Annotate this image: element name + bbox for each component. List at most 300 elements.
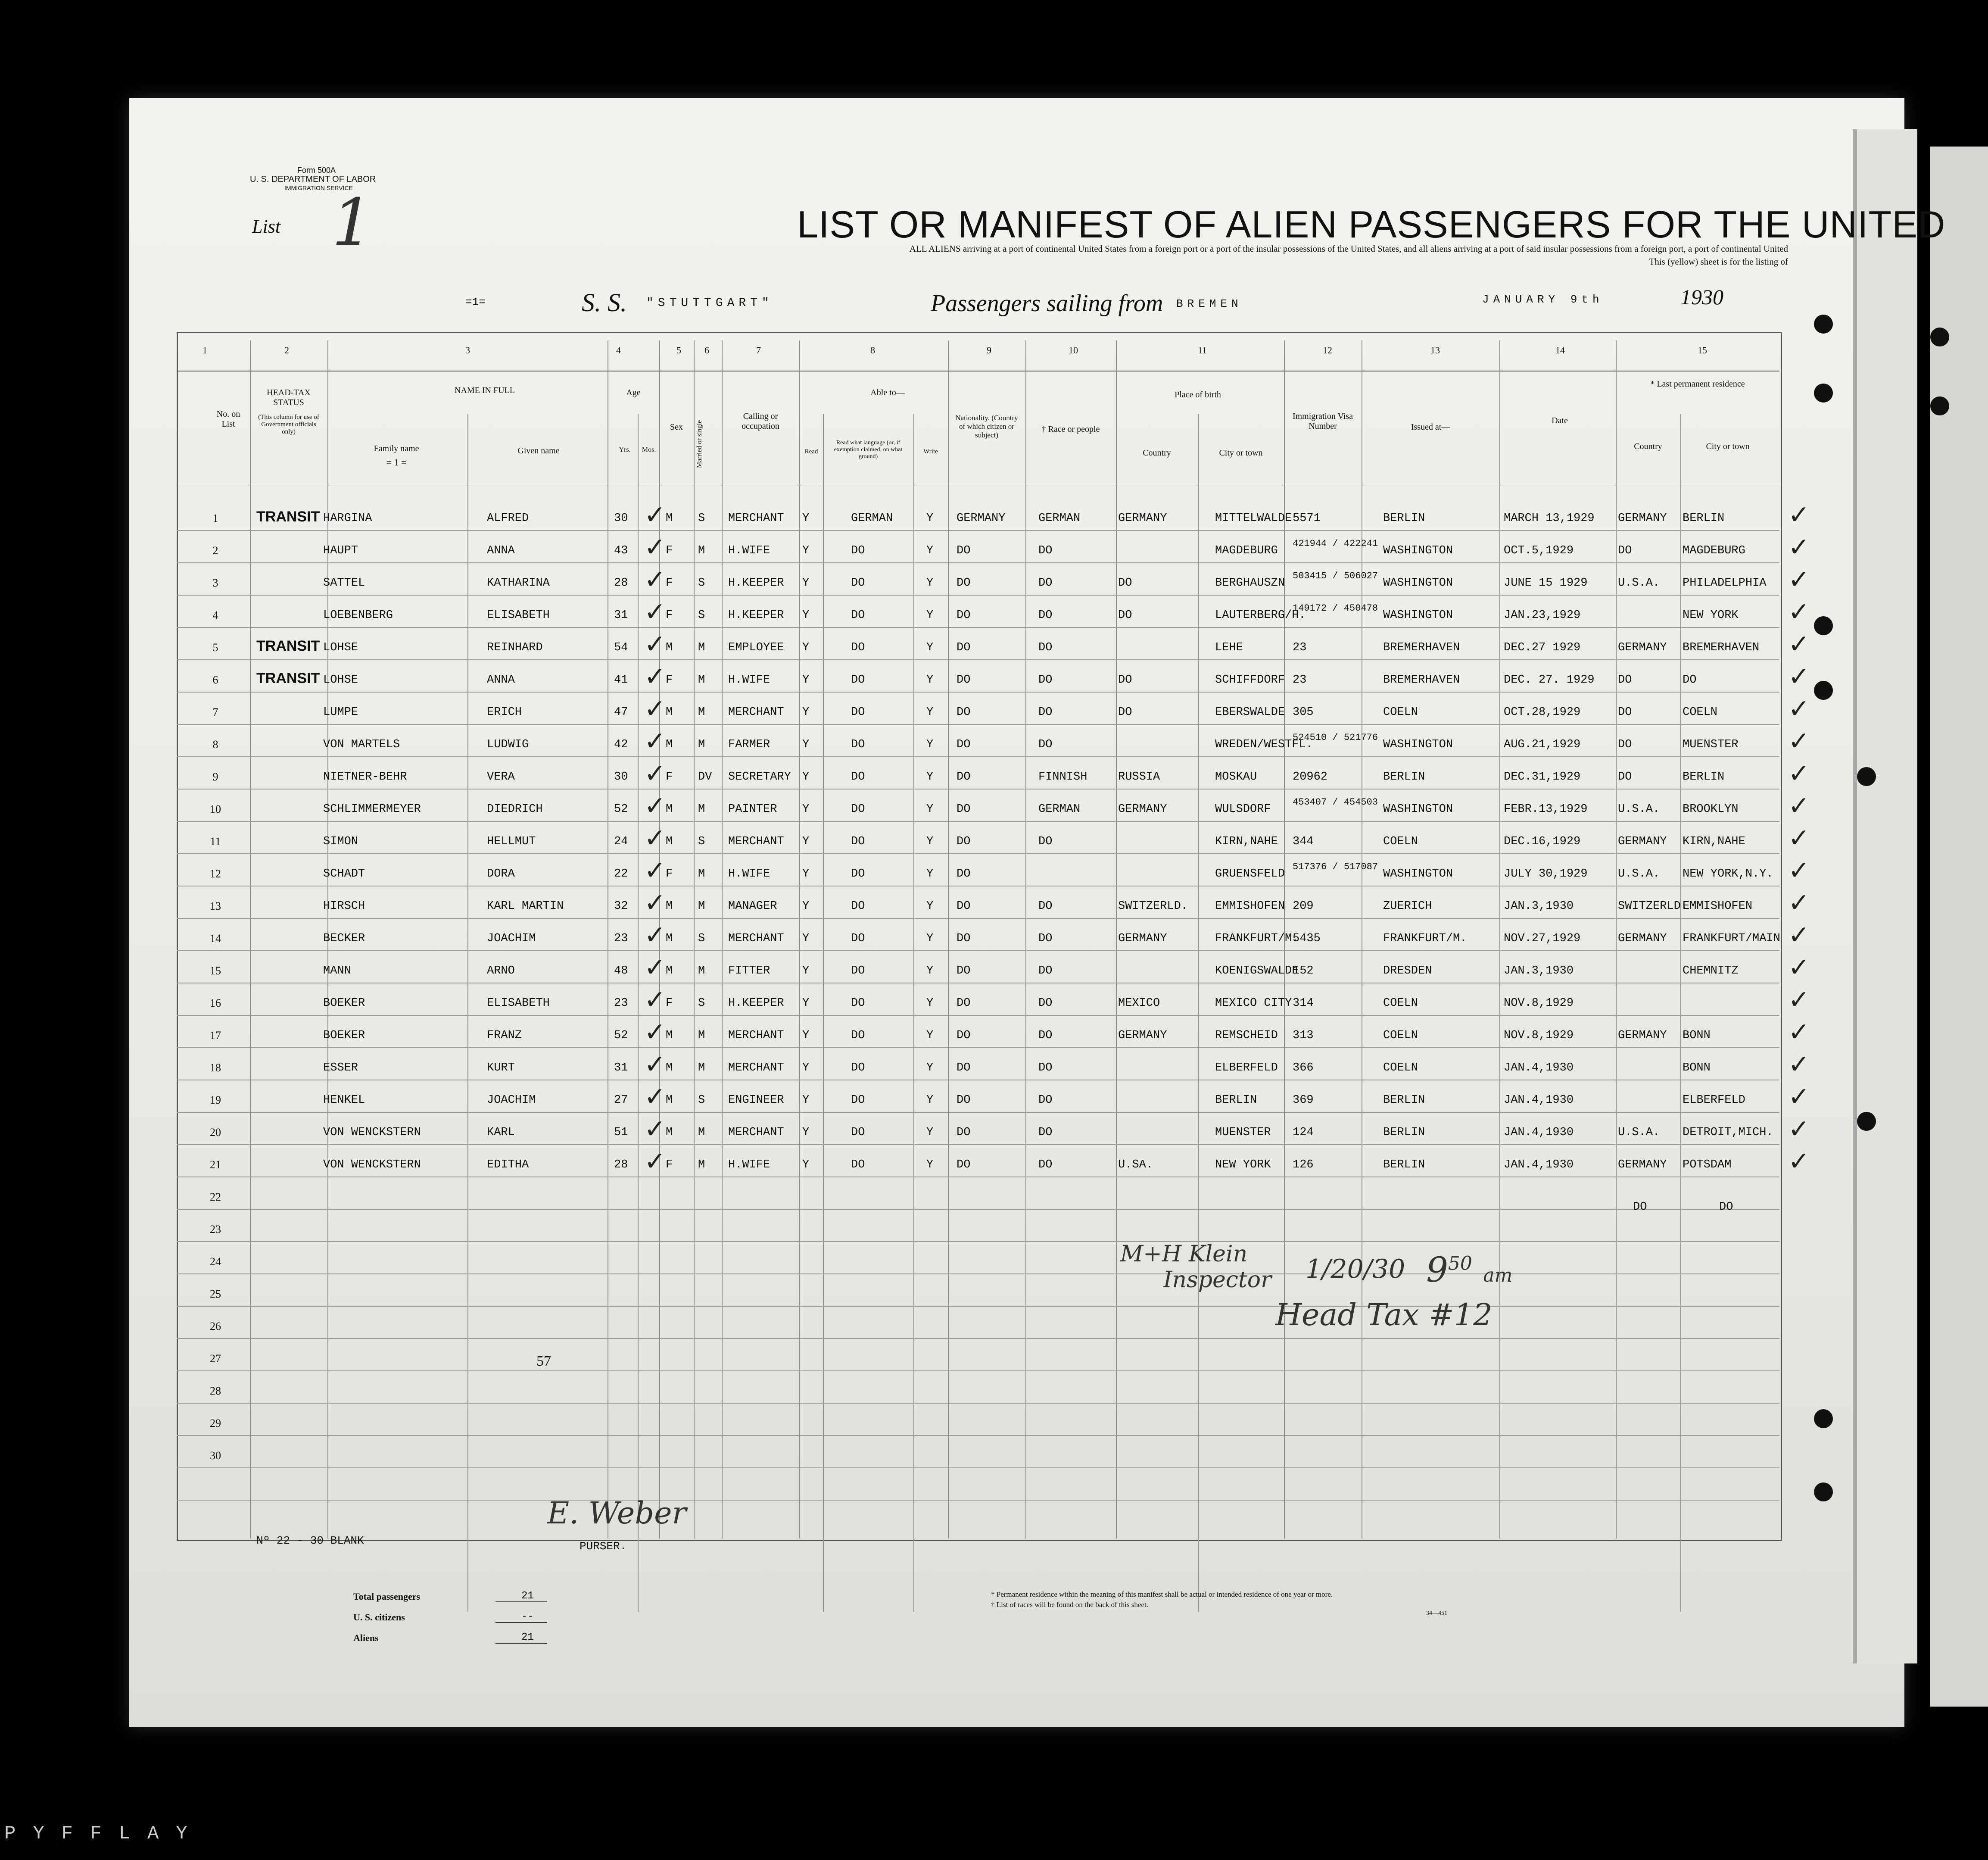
cell-sex: M	[666, 1029, 673, 1042]
cell-birth-city: EBERSWALDE	[1215, 706, 1285, 719]
column-number: 9	[987, 345, 991, 356]
check-mark-icon: ✓	[1788, 1147, 1810, 1176]
row-number: 13	[210, 900, 221, 912]
cell-family-name: BOEKER	[323, 1029, 365, 1042]
cell-write: Y	[926, 771, 934, 783]
subtitle: ALL ALIENS arriving at a port of continental United States from a foreign port or a port of the insular possessions of the United States, and all aliens arriving at a port of said insular possessions from a foreign port, a port of continental United	[909, 243, 1788, 254]
cell-date: JAN.3,1930	[1504, 900, 1574, 913]
blank-rows-note: Nº 22 - 30 BLANK	[256, 1534, 364, 1547]
row-number: 10	[210, 803, 221, 815]
row-rule	[177, 1047, 1779, 1048]
cell-visa-number: 503415 / 506027	[1293, 571, 1378, 581]
cell-marital-status: S	[698, 577, 705, 590]
cell-marital-status: M	[698, 1029, 705, 1042]
cell-family-name: ESSER	[323, 1061, 358, 1074]
check-mark-icon: ✓	[644, 986, 666, 1014]
cell-family-name: SIMON	[323, 835, 358, 848]
cell-issued-at: COELN	[1383, 1061, 1418, 1074]
check-mark-icon: ✓	[1788, 953, 1810, 982]
cell-race: DO	[1038, 997, 1053, 1010]
cell-nationality: DO	[957, 964, 971, 977]
inspector-date: 1/20/30	[1306, 1254, 1405, 1284]
cell-res-city: MUENSTER	[1683, 738, 1739, 751]
cell-head-tax: TRANSIT	[256, 638, 320, 654]
row-number: 6	[212, 674, 218, 686]
check-mark-icon: ✓	[1788, 501, 1810, 529]
header-issued-at: Issued at—	[1411, 422, 1450, 432]
cell-family-name: VON MARTELS	[323, 738, 400, 751]
row-number: 17	[210, 1029, 221, 1042]
cell-read-language: DO	[851, 1158, 865, 1171]
column-divider	[1198, 414, 1199, 1612]
row22-res-city: DO	[1719, 1201, 1733, 1214]
punch-hole	[1857, 767, 1876, 786]
cell-read-language: DO	[851, 771, 865, 783]
check-mark-icon: ✓	[1788, 598, 1810, 626]
cell-family-name: LOHSE	[323, 641, 358, 654]
cell-res-country: GERMANY	[1618, 512, 1667, 525]
header-birth-country: Country	[1143, 448, 1171, 458]
check-mark-icon: ✓	[644, 565, 666, 594]
cell-issued-at: COELN	[1383, 997, 1418, 1010]
cell-nationality: DO	[957, 544, 971, 557]
row-rule	[177, 1306, 1779, 1307]
check-mark-icon: ✓	[1788, 792, 1810, 820]
cell-family-name: VON WENCKSTERN	[323, 1126, 421, 1139]
cell-res-city: DETROIT,MICH.	[1683, 1126, 1773, 1139]
cell-nationality: DO	[957, 868, 971, 880]
cell-given-name: JOACHIM	[487, 932, 536, 945]
header-visa: Immigration Visa Number	[1292, 412, 1353, 431]
cell-visa-number: 305	[1293, 706, 1314, 719]
cell-write: Y	[926, 868, 934, 880]
cell-date: NOV.8,1929	[1504, 997, 1574, 1010]
cell-age: 43	[614, 544, 628, 557]
cell-write: Y	[926, 835, 934, 848]
cell-read: Y	[802, 674, 810, 687]
cell-sex: M	[666, 706, 673, 719]
cell-occupation: H.KEEPER	[728, 609, 784, 622]
cell-birth-country: DO	[1118, 577, 1132, 590]
cell-family-name: NIETNER-BEHR	[323, 771, 407, 783]
cell-res-city: BERLIN	[1683, 771, 1725, 783]
cell-res-city: BROOKLYN	[1683, 803, 1739, 816]
cell-read: Y	[802, 1094, 810, 1107]
column-divider	[1025, 340, 1026, 1539]
cell-birth-city: MUENSTER	[1215, 1126, 1271, 1139]
cell-sex: F	[666, 771, 673, 783]
cell-visa-number: 344	[1293, 835, 1314, 848]
check-mark-icon: ✓	[644, 501, 666, 529]
cell-occupation: SECRETARY	[728, 771, 791, 783]
cell-occupation: MERCHANT	[728, 932, 784, 945]
header-family-marker: = 1 =	[386, 457, 407, 468]
check-mark-icon: ✓	[644, 1018, 666, 1046]
print-code: 34—451	[1426, 1610, 1447, 1617]
cell-race: DO	[1038, 609, 1053, 622]
cell-race: DO	[1038, 641, 1053, 654]
cell-family-name: VON WENCKSTERN	[323, 1158, 421, 1171]
cell-read: Y	[802, 1158, 810, 1171]
cell-birth-city: ELBERFELD	[1215, 1061, 1278, 1074]
cell-issued-at: BERLIN	[1383, 771, 1425, 783]
cell-race: FINNISH	[1038, 771, 1087, 783]
row-number: 2	[212, 544, 218, 557]
header-calling: Calling or occupation	[742, 412, 779, 431]
cell-family-name: SCHADT	[323, 868, 365, 880]
cell-age: 30	[614, 771, 628, 783]
cell-marital-status: M	[698, 868, 705, 880]
cell-given-name: EDITHA	[487, 1158, 529, 1171]
cell-date: MARCH 13,1929	[1504, 512, 1595, 525]
cell-res-country: GERMANY	[1618, 835, 1667, 848]
cell-birth-city: EMMISHOFEN	[1215, 900, 1285, 913]
cell-read-language: DO	[851, 997, 865, 1010]
ship-prefix: S. S.	[582, 288, 627, 317]
row-rule	[177, 724, 1779, 725]
header-res-city: City or town	[1706, 442, 1750, 451]
department: U. S. DEPARTMENT OF LABOR	[250, 175, 376, 184]
adjacent-page-edge-far	[1930, 147, 1988, 1707]
purser-signature: E. Weber	[547, 1495, 686, 1531]
cell-res-city: NEW YORK,N.Y.	[1683, 868, 1773, 880]
row-rule	[177, 1435, 1779, 1436]
total-passengers-label: Total passengers	[353, 1591, 421, 1602]
cell-issued-at: DRESDEN	[1383, 964, 1432, 977]
cell-birth-city: WULSDORF	[1215, 803, 1271, 816]
footnote-races: † List of races will be found on the back of this sheet.	[991, 1601, 1148, 1609]
check-mark-icon: ✓	[1788, 759, 1810, 788]
cell-sex: F	[666, 1158, 673, 1171]
header-rule	[177, 485, 1779, 486]
sailing-date: JANUARY 9th	[1482, 293, 1604, 306]
cell-birth-city: KOENIGSWALDE	[1215, 964, 1299, 977]
cell-date: FEBR.13,1929	[1504, 803, 1588, 816]
column-divider	[1680, 414, 1681, 1612]
row-number: 27	[210, 1352, 221, 1365]
column-number: 6	[704, 345, 709, 356]
cell-visa-number: 149172 / 450478	[1293, 603, 1378, 614]
row-rule	[177, 1209, 1779, 1210]
cell-age: 32	[614, 900, 628, 913]
row-rule	[177, 789, 1779, 790]
cell-read: Y	[802, 1061, 810, 1074]
cell-given-name: ERICH	[487, 706, 522, 719]
column-number: 12	[1323, 345, 1332, 356]
cell-res-country: DO	[1618, 771, 1632, 783]
punch-hole	[1814, 1482, 1833, 1501]
cell-read-language: DO	[851, 609, 865, 622]
cell-family-name: HIRSCH	[323, 900, 365, 913]
header-res-country: Country	[1634, 442, 1662, 451]
page-title: LIST OR MANIFEST OF ALIEN PASSENGERS FOR THE UNITED	[797, 203, 1946, 246]
cell-birth-city: NEW YORK	[1215, 1158, 1271, 1171]
cell-visa-number: 517376 / 517087	[1293, 861, 1378, 872]
cell-read-language: DO	[851, 900, 865, 913]
cell-read: Y	[802, 706, 810, 719]
column-number: 2	[284, 345, 289, 356]
cell-sex: F	[666, 868, 673, 880]
header-head-tax: HEAD-TAX STATUS	[267, 388, 311, 407]
column-divider	[638, 414, 639, 1612]
cell-marital-status: M	[698, 964, 705, 977]
cell-sex: F	[666, 577, 673, 590]
cell-marital-status: DV	[698, 771, 712, 783]
cell-given-name: KARL MARTIN	[487, 900, 564, 913]
cell-age: 41	[614, 674, 628, 687]
cell-res-city: MAGDEBURG	[1683, 544, 1745, 557]
cell-race: GERMAN	[1038, 803, 1081, 816]
cell-birth-city: SCHIFFDORF	[1215, 674, 1285, 687]
cell-res-city: KIRN,NAHE	[1683, 835, 1745, 848]
cell-write: Y	[926, 1126, 934, 1139]
row-rule	[177, 853, 1779, 854]
punch-hole	[1814, 616, 1833, 635]
cell-issued-at: COELN	[1383, 835, 1418, 848]
cell-birth-country: SWITZERLD.	[1118, 900, 1188, 913]
cell-given-name: ELISABETH	[487, 997, 550, 1010]
column-number: 13	[1430, 345, 1440, 356]
cell-date: JAN.4,1930	[1504, 1094, 1574, 1107]
cell-visa-number: 23	[1293, 641, 1307, 654]
row-rule	[177, 659, 1779, 660]
cell-read-language: DO	[851, 1061, 865, 1074]
row-number: 8	[212, 738, 218, 751]
header-read: Read	[804, 448, 818, 455]
cell-date: OCT.28,1929	[1504, 706, 1581, 719]
cell-marital-status: M	[698, 544, 705, 557]
cell-age: 28	[614, 577, 628, 590]
cell-given-name: JOACHIM	[487, 1094, 536, 1107]
us-citizens-label: U. S. citizens	[353, 1612, 405, 1623]
cell-age: 30	[614, 512, 628, 525]
cell-age: 27	[614, 1094, 628, 1107]
cell-birth-city: MAGDEBURG	[1215, 544, 1278, 557]
cell-age: 23	[614, 997, 628, 1010]
punch-hole	[1814, 315, 1833, 334]
cell-birth-city: KIRN,NAHE	[1215, 835, 1278, 848]
cell-age: 47	[614, 706, 628, 719]
cell-family-name: BECKER	[323, 932, 365, 945]
row-rule	[177, 1338, 1779, 1339]
cell-race: GERMAN	[1038, 512, 1081, 525]
check-mark-icon: ✓	[644, 856, 666, 885]
cell-read-language: DO	[851, 577, 865, 590]
check-mark-icon: ✓	[644, 630, 666, 658]
column-divider	[913, 414, 914, 1612]
cell-res-country: SWITZERLD.	[1618, 900, 1688, 913]
row-rule	[177, 1112, 1779, 1113]
check-mark-icon: ✓	[644, 759, 666, 788]
cell-family-name: LUMPE	[323, 706, 358, 719]
cell-read-language: DO	[851, 932, 865, 945]
cell-birth-city: REMSCHEID	[1215, 1029, 1278, 1042]
cell-res-city: EMMISHOFEN	[1683, 900, 1753, 913]
cell-birth-country: MEXICO	[1118, 997, 1160, 1010]
cell-date: OCT.5,1929	[1504, 544, 1574, 557]
cell-head-tax: TRANSIT	[256, 670, 320, 687]
cell-sex: M	[666, 1061, 673, 1074]
cell-nationality: DO	[957, 609, 971, 622]
cell-given-name: ANNA	[487, 674, 515, 687]
cell-given-name: KURT	[487, 1061, 515, 1074]
cell-birth-city: BERGHAUSZN	[1215, 577, 1285, 590]
cell-res-city: DO	[1683, 674, 1697, 687]
cell-race: DO	[1038, 1126, 1053, 1139]
cell-occupation: MERCHANT	[728, 1061, 784, 1074]
cell-visa-number: 5435	[1293, 932, 1321, 945]
cell-read: Y	[802, 544, 810, 557]
cell-race: DO	[1038, 900, 1053, 913]
row-number: 22	[210, 1191, 221, 1203]
row22-res-country: DO	[1633, 1201, 1647, 1214]
column-divider	[799, 340, 800, 1539]
row-rule	[177, 918, 1779, 919]
cell-res-city: BREMERHAVEN	[1683, 641, 1760, 654]
cell-res-country: GERMANY	[1618, 641, 1667, 654]
check-mark-icon: ✓	[1788, 662, 1810, 691]
cell-read-language: DO	[851, 868, 865, 880]
cell-date: JAN.23,1929	[1504, 609, 1581, 622]
header-date: Date	[1552, 416, 1568, 425]
cell-write: Y	[926, 900, 934, 913]
check-mark-icon: ✓	[644, 598, 666, 626]
page-marker: =1=	[465, 296, 486, 309]
column-divider	[1499, 340, 1500, 1539]
cell-occupation: H.WIFE	[728, 1158, 770, 1171]
cell-read-language: DO	[851, 803, 865, 816]
check-mark-icon: ✓	[1788, 921, 1810, 949]
cell-nationality: DO	[957, 1158, 971, 1171]
cell-read-language: DO	[851, 641, 865, 654]
row-number: 23	[210, 1223, 221, 1236]
cell-birth-country: DO	[1118, 674, 1132, 687]
cell-res-country: DO	[1618, 738, 1632, 751]
cell-write: Y	[926, 964, 934, 977]
check-mark-icon: ✓	[644, 1083, 666, 1111]
row-number: 12	[210, 868, 221, 880]
cell-res-country: U.S.A.	[1618, 577, 1660, 590]
cell-visa-number: 421944 / 422241	[1293, 538, 1378, 549]
check-mark-icon: ✓	[1788, 889, 1810, 917]
cell-marital-status: M	[698, 1158, 705, 1171]
check-mark-icon: ✓	[644, 953, 666, 982]
cell-family-name: SCHLIMMERMEYER	[323, 803, 421, 816]
cell-sex: M	[666, 803, 673, 816]
row-number: 18	[210, 1061, 221, 1074]
cell-sex: M	[666, 738, 673, 751]
cell-occupation: MANAGER	[728, 900, 777, 913]
cell-read: Y	[802, 868, 810, 880]
row-rule	[177, 1015, 1779, 1016]
cell-given-name: ELISABETH	[487, 609, 550, 622]
cell-family-name: HARGINA	[323, 512, 372, 525]
header-age: Age	[626, 388, 641, 397]
column-divider	[1616, 340, 1617, 1539]
cell-read: Y	[802, 641, 810, 654]
check-mark-icon: ✓	[1788, 986, 1810, 1014]
cell-write: Y	[926, 1029, 934, 1042]
row-number: 5	[212, 641, 218, 654]
cell-marital-status: S	[698, 512, 705, 525]
cell-age: 23	[614, 932, 628, 945]
cell-res-country: DO	[1618, 674, 1632, 687]
cell-visa-number: 313	[1293, 1029, 1314, 1042]
adjacent-page-edge	[1853, 129, 1917, 1663]
row-rule	[177, 595, 1779, 596]
cell-visa-number: 369	[1293, 1094, 1314, 1107]
service: IMMIGRATION SERVICE	[284, 184, 353, 191]
cell-read-language: DO	[851, 738, 865, 751]
cell-read-language: DO	[851, 1094, 865, 1107]
cell-write: Y	[926, 738, 934, 751]
cell-birth-city: MITTELWALDE	[1215, 512, 1292, 525]
cell-res-country: DO	[1618, 544, 1632, 557]
punch-hole	[1814, 681, 1833, 700]
row-number: 7	[212, 706, 218, 718]
cell-marital-status: S	[698, 997, 705, 1010]
cell-visa-number: 126	[1293, 1158, 1314, 1171]
cell-issued-at: WASHINGTON	[1383, 609, 1453, 622]
cell-date: DEC.27 1929	[1504, 641, 1581, 654]
check-mark-icon: ✓	[644, 889, 666, 917]
cell-visa-number: 314	[1293, 997, 1314, 1010]
cell-sex: M	[666, 641, 673, 654]
cell-issued-at: WASHINGTON	[1383, 868, 1453, 880]
row-rule	[177, 821, 1779, 822]
cell-read-language: DO	[851, 674, 865, 687]
row-number: 25	[210, 1288, 221, 1300]
cell-nationality: DO	[957, 1094, 971, 1107]
cell-write: Y	[926, 1094, 934, 1107]
check-mark-icon: ✓	[644, 662, 666, 691]
cell-date: AUG.21,1929	[1504, 738, 1581, 751]
cell-occupation: PAINTER	[728, 803, 777, 816]
punch-hole	[1857, 1112, 1876, 1131]
cell-nationality: DO	[957, 706, 971, 719]
cell-read-language: DO	[851, 1029, 865, 1042]
cell-marital-status: S	[698, 609, 705, 622]
cell-given-name: ANNA	[487, 544, 515, 557]
header-given-name: Given name	[517, 446, 560, 456]
punch-hole	[1814, 384, 1833, 403]
total-underline	[495, 1601, 547, 1602]
column-number: 7	[756, 345, 761, 356]
cell-read: Y	[802, 771, 810, 783]
cell-sex: M	[666, 835, 673, 848]
cell-occupation: MERCHANT	[728, 512, 784, 525]
cell-race: DO	[1038, 706, 1053, 719]
cell-marital-status: M	[698, 1061, 705, 1074]
cell-birth-city: WREDEN/WESTFL.	[1215, 738, 1313, 751]
cell-visa-number: 23	[1293, 674, 1307, 687]
header-name-in-full: NAME IN FULL	[455, 386, 515, 395]
cell-nationality: DO	[957, 771, 971, 783]
cell-race: DO	[1038, 1029, 1053, 1042]
column-number: 4	[616, 345, 621, 356]
row-number: 16	[210, 997, 221, 1009]
cell-birth-country: RUSSIA	[1118, 771, 1160, 783]
cell-occupation: FITTER	[728, 964, 770, 977]
row-number: 3	[212, 577, 218, 589]
cell-race: DO	[1038, 674, 1053, 687]
cell-head-tax: TRANSIT	[256, 509, 320, 525]
row-number: 1	[212, 512, 218, 524]
cell-birth-country: GERMANY	[1118, 803, 1167, 816]
list-label: List	[252, 216, 281, 237]
column-divider	[694, 340, 695, 1539]
cell-nationality: DO	[957, 997, 971, 1010]
